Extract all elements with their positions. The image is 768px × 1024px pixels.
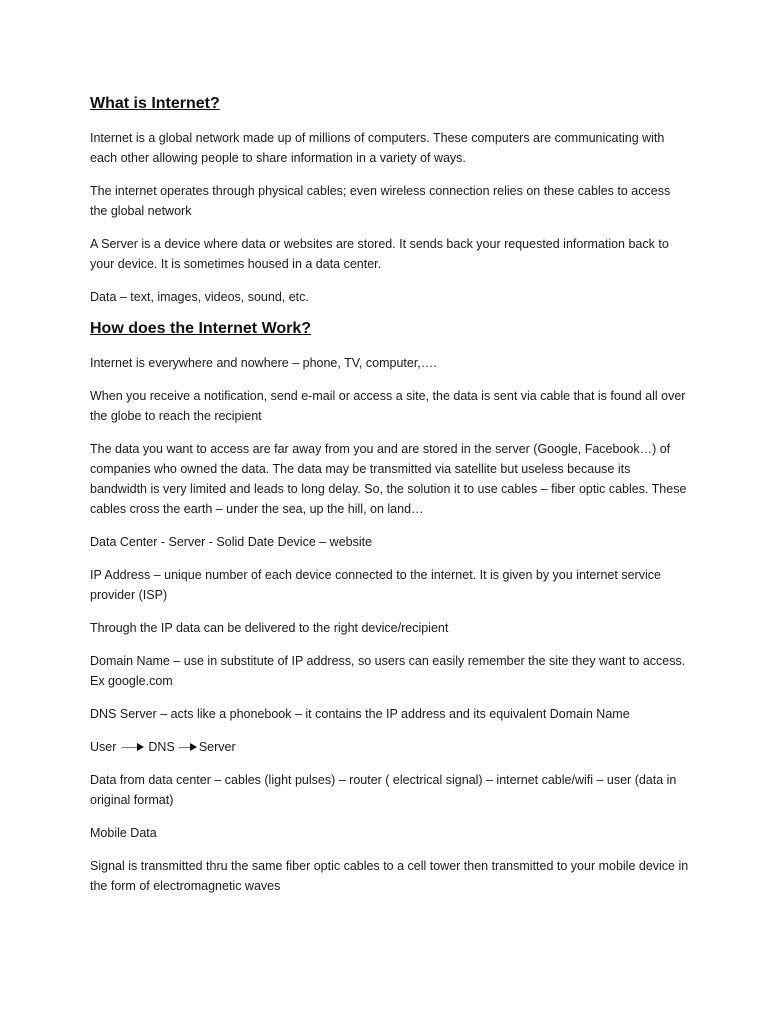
paragraph-dns-server: DNS Server – acts like a phonebook – it contains the IP address and its equivalent Domain Name (90, 707, 630, 721)
paragraph-server-definition: A Server is a device where data or websites are stored. It sends back your requested information back to your device. It is sometimes housed in a data center. (90, 237, 669, 271)
document-body (90, 93, 690, 909)
paragraph-everywhere: Internet is everywhere and nowhere – phone, TV, computer,…. (90, 356, 437, 370)
paragraph-signal-transmission: Signal is transmitted thru the same fiber optic cables to a cell tower then transmitted to your mobile device in the form of electromagnetic waves (90, 859, 689, 893)
arrow-right-icon (122, 742, 144, 752)
paragraph-data-center-chain: Data Center - Server - Solid Date Device – website (90, 535, 373, 549)
paragraph-ip-address: IP Address – unique number of each device connected to the internet. It is given by you internet service provider (ISP) (90, 568, 661, 602)
heading-what-is-internet: What is Internet? (90, 95, 220, 112)
flow-dns-label: DNS (148, 740, 175, 754)
flow-server-label: Server (198, 740, 236, 754)
paragraph-data-path: Data from data center – cables (light pulses) – router ( electrical signal) – internet cable/wifi – user (data in original format) (90, 773, 677, 807)
paragraph-mobile-data-title: Mobile Data (90, 826, 157, 840)
paragraph-ip-delivery: Through the IP data can be delivered to the right device/recipient (90, 621, 449, 635)
paragraph-data-definition: Data – text, images, videos, sound, etc. (90, 290, 309, 304)
paragraph-physical-cables: The internet operates through physical cables; even wireless connection relies on these cables to access the global network (90, 184, 671, 218)
flow-user-label: User (90, 740, 117, 754)
paragraph-global-network: Internet is a global network made up of millions of computers. These computers are communicating with each other allowing people to share information in a variety of ways. (90, 131, 665, 165)
user-dns-server-flow (90, 737, 690, 757)
arrow-right-icon (179, 742, 197, 752)
heading-how-internet-works: How does the Internet Work? (90, 320, 312, 337)
paragraph-data-access: The data you want to access are far away from you and are stored in the server (Google, Facebook…) of companies who owned the data. The data may be transmitted via satellite but useless because its bandwidth is very limited and leads to long delay. So, the solution it to use cables – fiber optic cables. These cables cross the earth – under the sea, up the hill, on land… (90, 442, 687, 516)
paragraph-domain-name: Domain Name – use in substitute of IP address, so users can easily remember the site they want to access. Ex google.com (90, 654, 686, 688)
paragraph-notification: When you receive a notification, send e-mail or access a site, the data is sent via cable that is found all over the globe to reach the recipient (90, 389, 686, 423)
